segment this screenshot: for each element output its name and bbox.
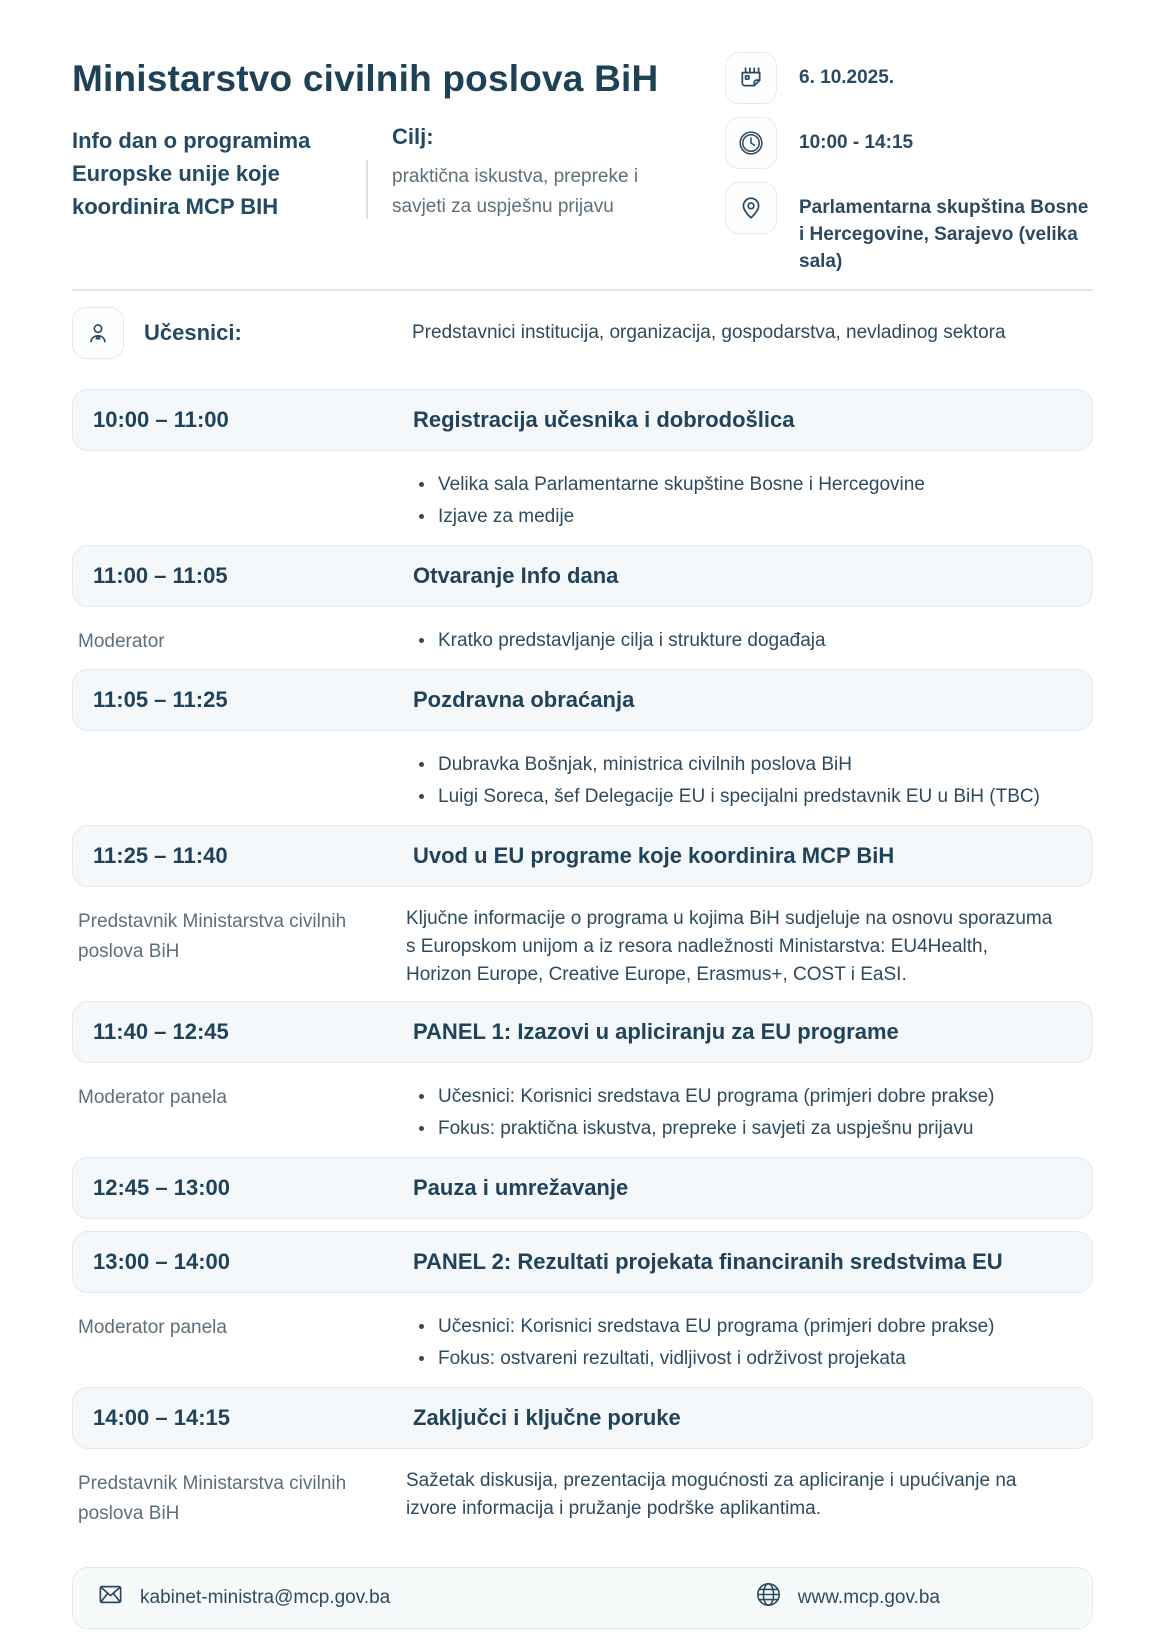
schedule-section — [72, 1231, 1093, 1375]
schedule-side-label: Predstavnik Ministarstva civilnih poslova BiH — [78, 910, 347, 962]
schedule-side-label: Predstavnik Ministarstva civilnih poslova BiH — [78, 1472, 347, 1524]
schedule-card — [72, 1387, 1093, 1449]
footer-contact-card — [72, 1567, 1093, 1629]
schedule-card — [72, 389, 1093, 451]
person-icon — [72, 307, 124, 359]
schedule-detail-row — [72, 1309, 1093, 1375]
website-link[interactable]: www.mcp.gov.ba — [797, 1586, 940, 1608]
schedule-section — [72, 1387, 1093, 1529]
schedule-card — [72, 669, 1093, 731]
schedule-detail-row — [72, 903, 1093, 989]
event-info-panel — [725, 46, 1093, 275]
mail-icon — [97, 1581, 124, 1614]
info-row-location — [725, 182, 1093, 275]
schedule-side-label — [72, 467, 406, 533]
schedule-section — [72, 545, 1093, 657]
schedule-bullet: Velika sala Parlamentarne skupštine Bosne i Hercegovine — [406, 469, 1093, 501]
schedule-bullet: Učesnici: Korisnici sredstava EU programa (primjeri dobre prakse) — [406, 1081, 1093, 1113]
schedule-card — [72, 825, 1093, 887]
event-subtitle: Info dan o programima Europske unije koje koordinira MCP BIH — [72, 128, 311, 219]
email-link[interactable]: kabinet-ministra@mcp.gov.ba — [140, 1586, 391, 1608]
schedule-bullet: Izjave za medije — [406, 501, 1093, 533]
schedule-detail-body — [406, 623, 1093, 657]
schedule-section — [72, 1001, 1093, 1145]
schedule-time: 11:00 – 11:05 — [93, 562, 228, 588]
schedule-list — [72, 389, 1093, 1529]
schedule-card — [72, 545, 1093, 607]
schedule-time: 13:00 – 14:00 — [93, 1248, 230, 1274]
schedule-detail-body — [406, 1465, 1093, 1529]
schedule-bullets — [406, 1081, 1093, 1145]
schedule-section — [72, 669, 1093, 813]
schedule-time: 11:05 – 11:25 — [93, 686, 228, 712]
page-title: Ministarstvo civilnih poslova BiH — [72, 58, 659, 99]
schedule-detail-row — [72, 623, 1093, 657]
email-contact — [97, 1581, 390, 1614]
schedule-bullet: Učesnici: Korisnici sredstava EU programa (primjeri dobre prakse) — [406, 1311, 1093, 1343]
schedule-card — [72, 1157, 1093, 1219]
schedule-detail-row — [72, 747, 1093, 813]
participants-row — [72, 307, 1093, 359]
schedule-time: 11:25 – 11:40 — [93, 842, 228, 868]
schedule-section — [72, 389, 1093, 533]
website-contact — [755, 1581, 940, 1614]
event-location: Parlamentarna skupština Bosne i Hercegovine, Sarajevo (velika sala) — [799, 197, 1089, 272]
schedule-side-label: Moderator panela — [78, 1316, 227, 1338]
participants-label: Učesnici: — [144, 319, 242, 345]
schedule-side-label — [72, 747, 406, 813]
goal-text: praktična iskustva, prepreke i savjeti za uspješnu prijavu — [392, 166, 639, 217]
schedule-detail-row — [72, 1079, 1093, 1145]
schedule-title: Registracija učesnika i dobrodošlica — [413, 406, 795, 432]
schedule-time: 14:00 – 14:15 — [93, 1404, 230, 1430]
schedule-bullets — [406, 749, 1093, 813]
participants-text: Predstavnici institucija, organizacija, gospodarstva, nevladinog sektora — [412, 321, 1006, 343]
schedule-section — [72, 1157, 1093, 1219]
schedule-section — [72, 825, 1093, 989]
header-divider — [72, 289, 1093, 291]
schedule-title: Pozdravna obraćanja — [413, 686, 635, 712]
schedule-bullet: Fokus: ostvareni rezultati, vidljivost i održivost projekata — [406, 1343, 1093, 1375]
schedule-time: 12:45 – 13:00 — [93, 1174, 230, 1200]
globe-icon — [755, 1581, 782, 1614]
schedule-detail-row — [72, 467, 1093, 533]
schedule-bullets — [406, 625, 1093, 657]
schedule-title: Zaključci i ključne poruke — [413, 1404, 681, 1430]
schedule-bullet: Dubravka Bošnjak, ministrica civilnih poslova BiH — [406, 749, 1093, 781]
schedule-title: Uvod u EU programe koje koordinira MCP BiH — [413, 842, 895, 868]
info-row-time — [725, 117, 1093, 169]
schedule-bullets — [406, 469, 1093, 533]
goal-label: Cilj: — [392, 124, 434, 149]
schedule-card — [72, 1001, 1093, 1063]
schedule-side-label: Moderator panela — [78, 1086, 227, 1108]
header-left — [72, 46, 692, 275]
schedule-detail-body — [406, 467, 1093, 533]
schedule-detail-row — [72, 1465, 1093, 1529]
schedule-title: Pauza i umrežavanje — [413, 1174, 629, 1200]
schedule-title: PANEL 1: Izazovi u apliciranju za EU programe — [413, 1018, 899, 1044]
info-row-date — [725, 52, 1093, 104]
schedule-detail-body — [406, 903, 1093, 989]
schedule-time: 11:40 – 12:45 — [93, 1018, 229, 1044]
schedule-time: 10:00 – 11:00 — [93, 406, 229, 432]
schedule-side-label: Moderator — [78, 630, 165, 652]
goal-block — [366, 124, 666, 223]
location-icon — [725, 182, 777, 234]
schedule-bullet: Kratko predstavljanje cilja i strukture događaja — [406, 625, 1093, 657]
event-time: 10:00 - 14:15 — [799, 132, 914, 153]
schedule-detail-body — [406, 1309, 1093, 1375]
schedule-detail-body — [406, 1079, 1093, 1145]
schedule-title: Otvaranje Info dana — [413, 562, 619, 588]
schedule-bullet: Luigi Soreca, šef Delegacije EU i specijalni predstavnik EU u BiH (TBC) — [406, 781, 1093, 813]
clock-icon — [725, 117, 777, 169]
schedule-title: PANEL 2: Rezultati projekata financiranih sredstvima EU — [413, 1248, 1003, 1274]
schedule-paragraph: Sažetak diskusija, prezentacija mogućnosti za apliciranje i upućivanje na izvore informacija i pružanje podrške aplikantima. — [406, 1469, 1017, 1519]
schedule-detail-body — [406, 747, 1093, 813]
schedule-paragraph: Ključne informacije o programa u kojima BiH sudjeluje na osnovu sporazuma s Europskom unijom a iz resora nadležnosti Ministarstva: EU4Health, Horizon Europe, Creative Europe, Erasmus+, COST i EaSI. — [406, 907, 1053, 985]
header — [72, 46, 1093, 275]
event-date: 6. 10.2025. — [799, 67, 895, 88]
calendar-icon — [725, 52, 777, 104]
schedule-card — [72, 1231, 1093, 1293]
schedule-bullets — [406, 1311, 1093, 1375]
schedule-bullet: Fokus: praktična iskustva, prepreke i savjeti za uspješnu prijavu — [406, 1113, 1093, 1145]
